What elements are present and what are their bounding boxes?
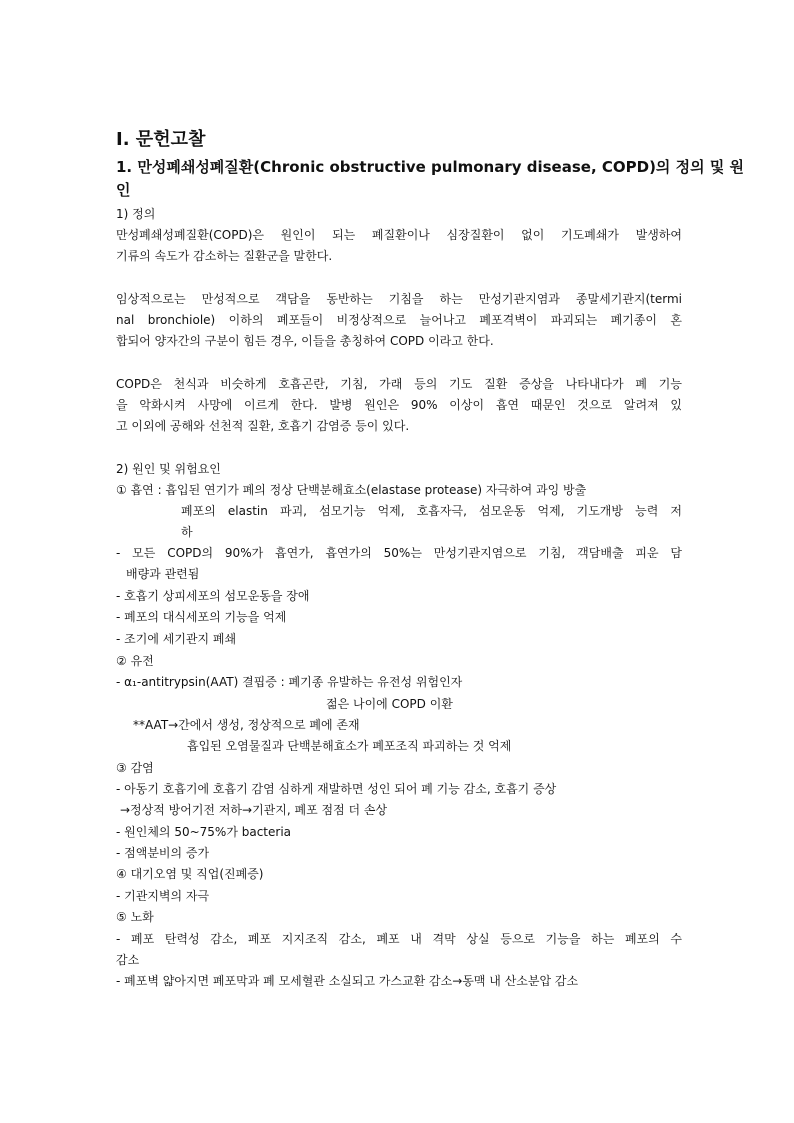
cause-pollution-bullet-1: - 기관지벽의 자극	[116, 889, 210, 903]
definition-paragraph-2-line-2: nal bronchiole) 이하의 폐포들이 비정상적으로 늘어나고 폐포격벽이 파괴되는 폐기종이 혼	[116, 313, 682, 327]
definition-paragraph-3-line-3: 고 이외에 공해와 선천적 질환, 호흡기 감염증 등이 있다.	[116, 419, 410, 433]
definition-paragraph-2-line-3: 합되어 양자간의 구분이 힘든 경우, 이들을 총칭하여 COPD 이라고 한다.	[116, 334, 494, 348]
cause-genetic-bullet-1: - α₁-antitrypsin(AAT) 결핍증 : 폐기종 유발하는 유전성 위험인자	[116, 675, 463, 689]
cause-infection-bullet-2: - 원인체의 50~75%가 bacteria	[116, 825, 292, 839]
definition-paragraph-1-line-2: 기류의 속도가 감소하는 질환군을 말한다.	[116, 249, 333, 263]
definition-paragraph-2-line-1: 임상적으로는 만성적으로 객담을 동반하는 기침을 하는 만성기관지염과 종말세기관지(termi	[116, 292, 682, 306]
cause-infection-bullet-3: - 점액분비의 증가	[116, 846, 210, 860]
cause-aging-bullet-1-line-2: 감소	[116, 953, 140, 967]
cause-genetic-note-2: 흡입된 오염물질과 단백분해효소가 폐포조직 파괴하는 것 억제	[187, 739, 512, 753]
definition-paragraph-3-line-2: 을 악화시켜 사망에 이르게 한다. 발병 원인은 90% 이상이 흡연 때문인 것으로 알려져 있	[116, 398, 682, 412]
section-title-line-2: 인	[116, 181, 131, 199]
cause-smoking-detail-line-1: 폐포의 elastin 파괴, 섬모기능 억제, 호흡자극, 섬모운동 억제, 기도개방 능력 저	[181, 504, 682, 518]
cause-infection-title: ③ 감염	[116, 761, 154, 775]
cause-smoking-bullet-3: - 폐포의 대식세포의 기능을 억제	[116, 610, 287, 624]
causes-heading: 2) 원인 및 위험요인	[116, 462, 221, 476]
definition-paragraph-1-line-1: 만성폐쇄성폐질환(COPD)은 원인이 되는 폐질환이나 심장질환이 없이 기도폐쇄가 발생하여	[116, 228, 682, 242]
cause-aging-bullet-2: - 폐포벽 얇아지면 폐포막과 폐 모세혈관 소실되고 가스교환 감소→동맥 내 산소분압 감소	[116, 974, 579, 988]
cause-smoking-bullet-4: - 조기에 세기관지 폐쇄	[116, 632, 237, 646]
cause-genetic-note-1: **AAT→간에서 생성, 정상적으로 폐에 존재	[133, 718, 360, 732]
cause-infection-bullet-1-line-1: - 아동기 호흡기에 호흡기 감염 심하게 재발하면 성인 되어 폐 기능 감소, 호흡기 증상	[116, 782, 557, 796]
cause-smoking-detail-line-2: 하	[181, 525, 193, 539]
cause-pollution-title: ④ 대기오염 및 직업(진폐증)	[116, 867, 264, 881]
chapter-title: Ⅰ. 문헌고찰	[116, 129, 206, 150]
definition-heading: 1) 정의	[116, 207, 156, 221]
cause-smoking-bullet-1-line-1: - 모든 COPD의 90%가 흡연가, 흡연가의 50%는 만성기관지염으로 기침, 객담배출 피운 담	[116, 546, 682, 560]
cause-smoking-title: ① 흡연 : 흡입된 연기가 폐의 정상 단백분해효소(elastase protease) 자극하여 과잉 방출	[116, 483, 587, 497]
cause-smoking-bullet-1-line-2: 배량과 관련됨	[126, 567, 200, 581]
cause-genetic-bullet-1-continued: 젊은 나이에 COPD 이환	[326, 697, 453, 711]
cause-infection-bullet-1-line-2: →정상적 방어기전 저하→기관지, 폐포 점점 더 손상	[120, 803, 388, 817]
cause-aging-bullet-1-line-1: - 폐포 탄력성 감소, 폐포 지지조직 감소, 폐포 내 격막 상실 등으로 기능을 하는 폐포의 수	[116, 932, 682, 946]
definition-paragraph-3-line-1: COPD은 천식과 비슷하게 호흡곤란, 기침, 가래 등의 기도 질환 증상을 나타내다가 폐 기능	[116, 377, 682, 391]
cause-genetic-title: ② 유전	[116, 654, 154, 668]
section-title-line-1: 1. 만성폐쇄성폐질환(Chronic obstructive pulmonary disease, COPD)의 정의 및 원	[116, 158, 745, 176]
cause-smoking-bullet-2: - 호흡기 상피세포의 섬모운동을 장애	[116, 589, 310, 603]
cause-aging-title: ⑤ 노화	[116, 910, 154, 924]
